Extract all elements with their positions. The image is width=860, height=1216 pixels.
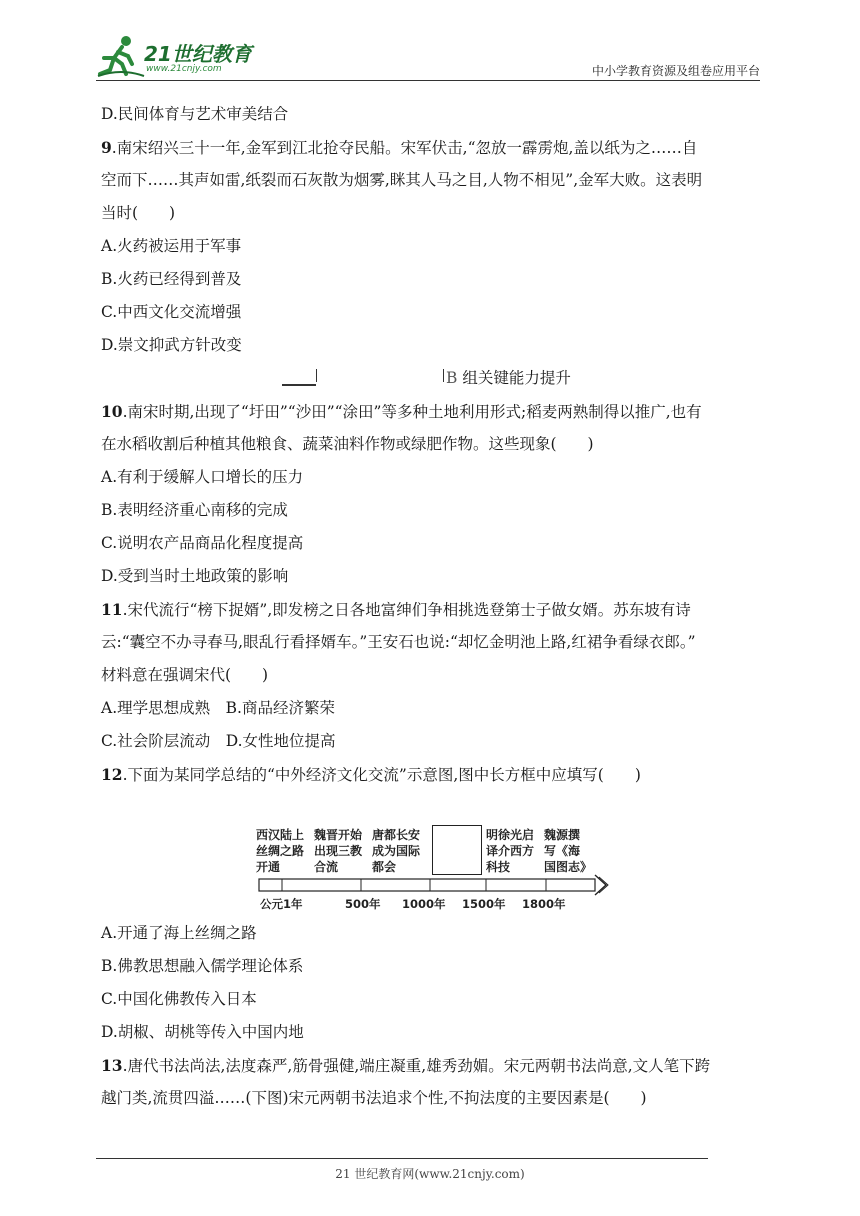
q10-option-d: D.受到当时土地政策的影响 [101, 567, 289, 585]
timeline-event [372, 827, 420, 875]
q10-option-c: C.说明农产品商品化程度提高 [101, 534, 304, 552]
section-tick-right [443, 369, 444, 382]
q11-stem-line3: 材料意在强调宋代( ) [101, 666, 269, 684]
event-line: 都会 [372, 860, 397, 874]
q12-option-a: A.开通了海上丝绸之路 [101, 924, 257, 942]
axis-tick-label: 1500年 [462, 897, 506, 911]
event-line: 合流 [314, 860, 339, 874]
timeline-event [256, 827, 304, 875]
section-b-heading [101, 362, 773, 395]
q9-stem-line3: 当时( ) [101, 204, 176, 222]
runner-logo-icon [96, 34, 146, 78]
q9-stem-line1 [101, 131, 773, 164]
timeline-axis [250, 873, 610, 897]
q9-option-d: D.崇文抑武方针改变 [101, 336, 242, 354]
q11-number: 11 [101, 600, 123, 619]
event-line: 西汉陆上 [256, 828, 305, 842]
exchange-timeline-figure [250, 823, 610, 915]
event-line: 魏晋开始 [314, 828, 363, 842]
q11-options-ab: A.理学思想成熟 B.商品经济繁荣 [101, 699, 335, 717]
q12-option-d: D.胡椒、胡桃等传入中国内地 [101, 1023, 304, 1041]
event-line: 科技 [486, 860, 511, 874]
q10-text-1: .南宋时期,出现了“圩田”“沙田”“涂田”等多种土地利用形式;稻麦两熟制得以推广,也有 [122, 403, 702, 421]
axis-tick-label: 公元1年 [260, 897, 303, 911]
page-footer[interactable]: 21 世纪教育网(www.21cnjy.com) [335, 1167, 525, 1181]
q10-option-a: A.有利于缓解人口增长的压力 [101, 468, 304, 486]
event-line: 开通 [256, 860, 281, 874]
logo-text: 21世纪教育 [144, 42, 252, 66]
page-header [96, 34, 760, 82]
q9-stem-line2: 空而下……其声如雷,纸裂而石灰散为烟雾,眯其人马之目,人物不相见”,金军大败。这表明 [101, 171, 703, 189]
event-line: 出现三教 [314, 844, 363, 858]
q12-option-b: B.佛教思想融入儒学理论体系 [101, 957, 304, 975]
event-line: 唐都长安 [372, 828, 421, 842]
platform-name: 中小学教育资源及组卷应用平台 [591, 64, 760, 78]
q12-number: 12 [101, 765, 123, 784]
blank-answer-box [432, 825, 482, 875]
section-rule [282, 370, 316, 386]
q12-stem-line1 [101, 758, 773, 791]
q10-stem-line1 [101, 395, 773, 428]
axis-tick-label: 1000年 [402, 897, 446, 911]
footer-divider [96, 1158, 708, 1159]
section-title [446, 362, 571, 395]
event-line: 丝绸之路 [256, 844, 305, 858]
q11-text-1: .宋代流行“榜下捉婿”,即发榜之日各地富绅们争相挑选登第士子做女婿。苏东坡有诗 [122, 601, 691, 619]
event-line: 成为国际 [372, 844, 421, 858]
timeline-event [314, 827, 362, 875]
question-content [101, 98, 773, 1115]
q8-option-d: D.民间体育与艺术审美结合 [101, 105, 289, 123]
q13-stem-line2: 越门类,流贯四溢……(下图)宋元两朝书法追求个性,不拘法度的主要因素是( ) [101, 1089, 647, 1107]
timeline-event [486, 827, 534, 875]
q13-stem-line1 [101, 1049, 773, 1082]
header-divider [96, 80, 760, 81]
q10-option-b: B.表明经济重心南移的完成 [101, 501, 288, 519]
q9-number: 9 [101, 138, 112, 157]
q9-option-a: A.火药被运用于军事 [101, 237, 242, 255]
axis-bar [259, 879, 595, 891]
q12-option-c: C.中国化佛教传入日本 [101, 990, 257, 1008]
q9-text-1: .南宋绍兴三十一年,金军到江北抢夺民船。宋军伏击,“忽放一霹雳炮,盖以纸为之……自 [111, 139, 698, 157]
q11-stem-line2: 云:“囊空不办寻春马,眼乱行看择婿车。”王安石也说:“却忆金明池上路,红裙争看绿衣郎。” [101, 633, 696, 651]
q13-number: 13 [101, 1056, 123, 1075]
q11-stem-line1 [101, 593, 773, 626]
event-line: 写《海 [544, 844, 581, 858]
q10-stem-line2: 在水稻收割后种植其他粮食、蔬菜油料作物或绿肥作物。这些现象( ) [101, 435, 594, 453]
section-letter: B [446, 369, 458, 387]
q9-option-b: B.火药已经得到普及 [101, 270, 242, 288]
event-line: 译介西方 [486, 844, 535, 858]
q13-text-1: .唐代书法尚法,法度森严,筋骨强健,端庄凝重,雄秀劲媚。宋元两朝书法尚意,文人笔下跨 [122, 1057, 711, 1075]
logo-url: www.21cnjy.com [146, 64, 222, 74]
site-logo[interactable] [96, 34, 266, 78]
q10-number: 10 [101, 402, 123, 421]
axis-tick-label: 1800年 [522, 897, 566, 911]
section-title-text: 组关键能力提升 [457, 369, 571, 387]
section-tick [316, 369, 317, 382]
event-line: 明徐光启 [486, 828, 535, 842]
q11-options-cd: C.社会阶层流动 D.女性地位提高 [101, 732, 336, 750]
axis-tick-label: 500年 [345, 897, 381, 911]
q9-option-c: C.中西文化交流增强 [101, 303, 242, 321]
event-line: 国图志》 [544, 860, 593, 874]
event-line: 魏源撰 [544, 828, 581, 842]
timeline-event [544, 827, 592, 875]
q12-text-1: .下面为某同学总结的“中外经济文化交流”示意图,图中长方框中应填写( ) [122, 766, 641, 784]
